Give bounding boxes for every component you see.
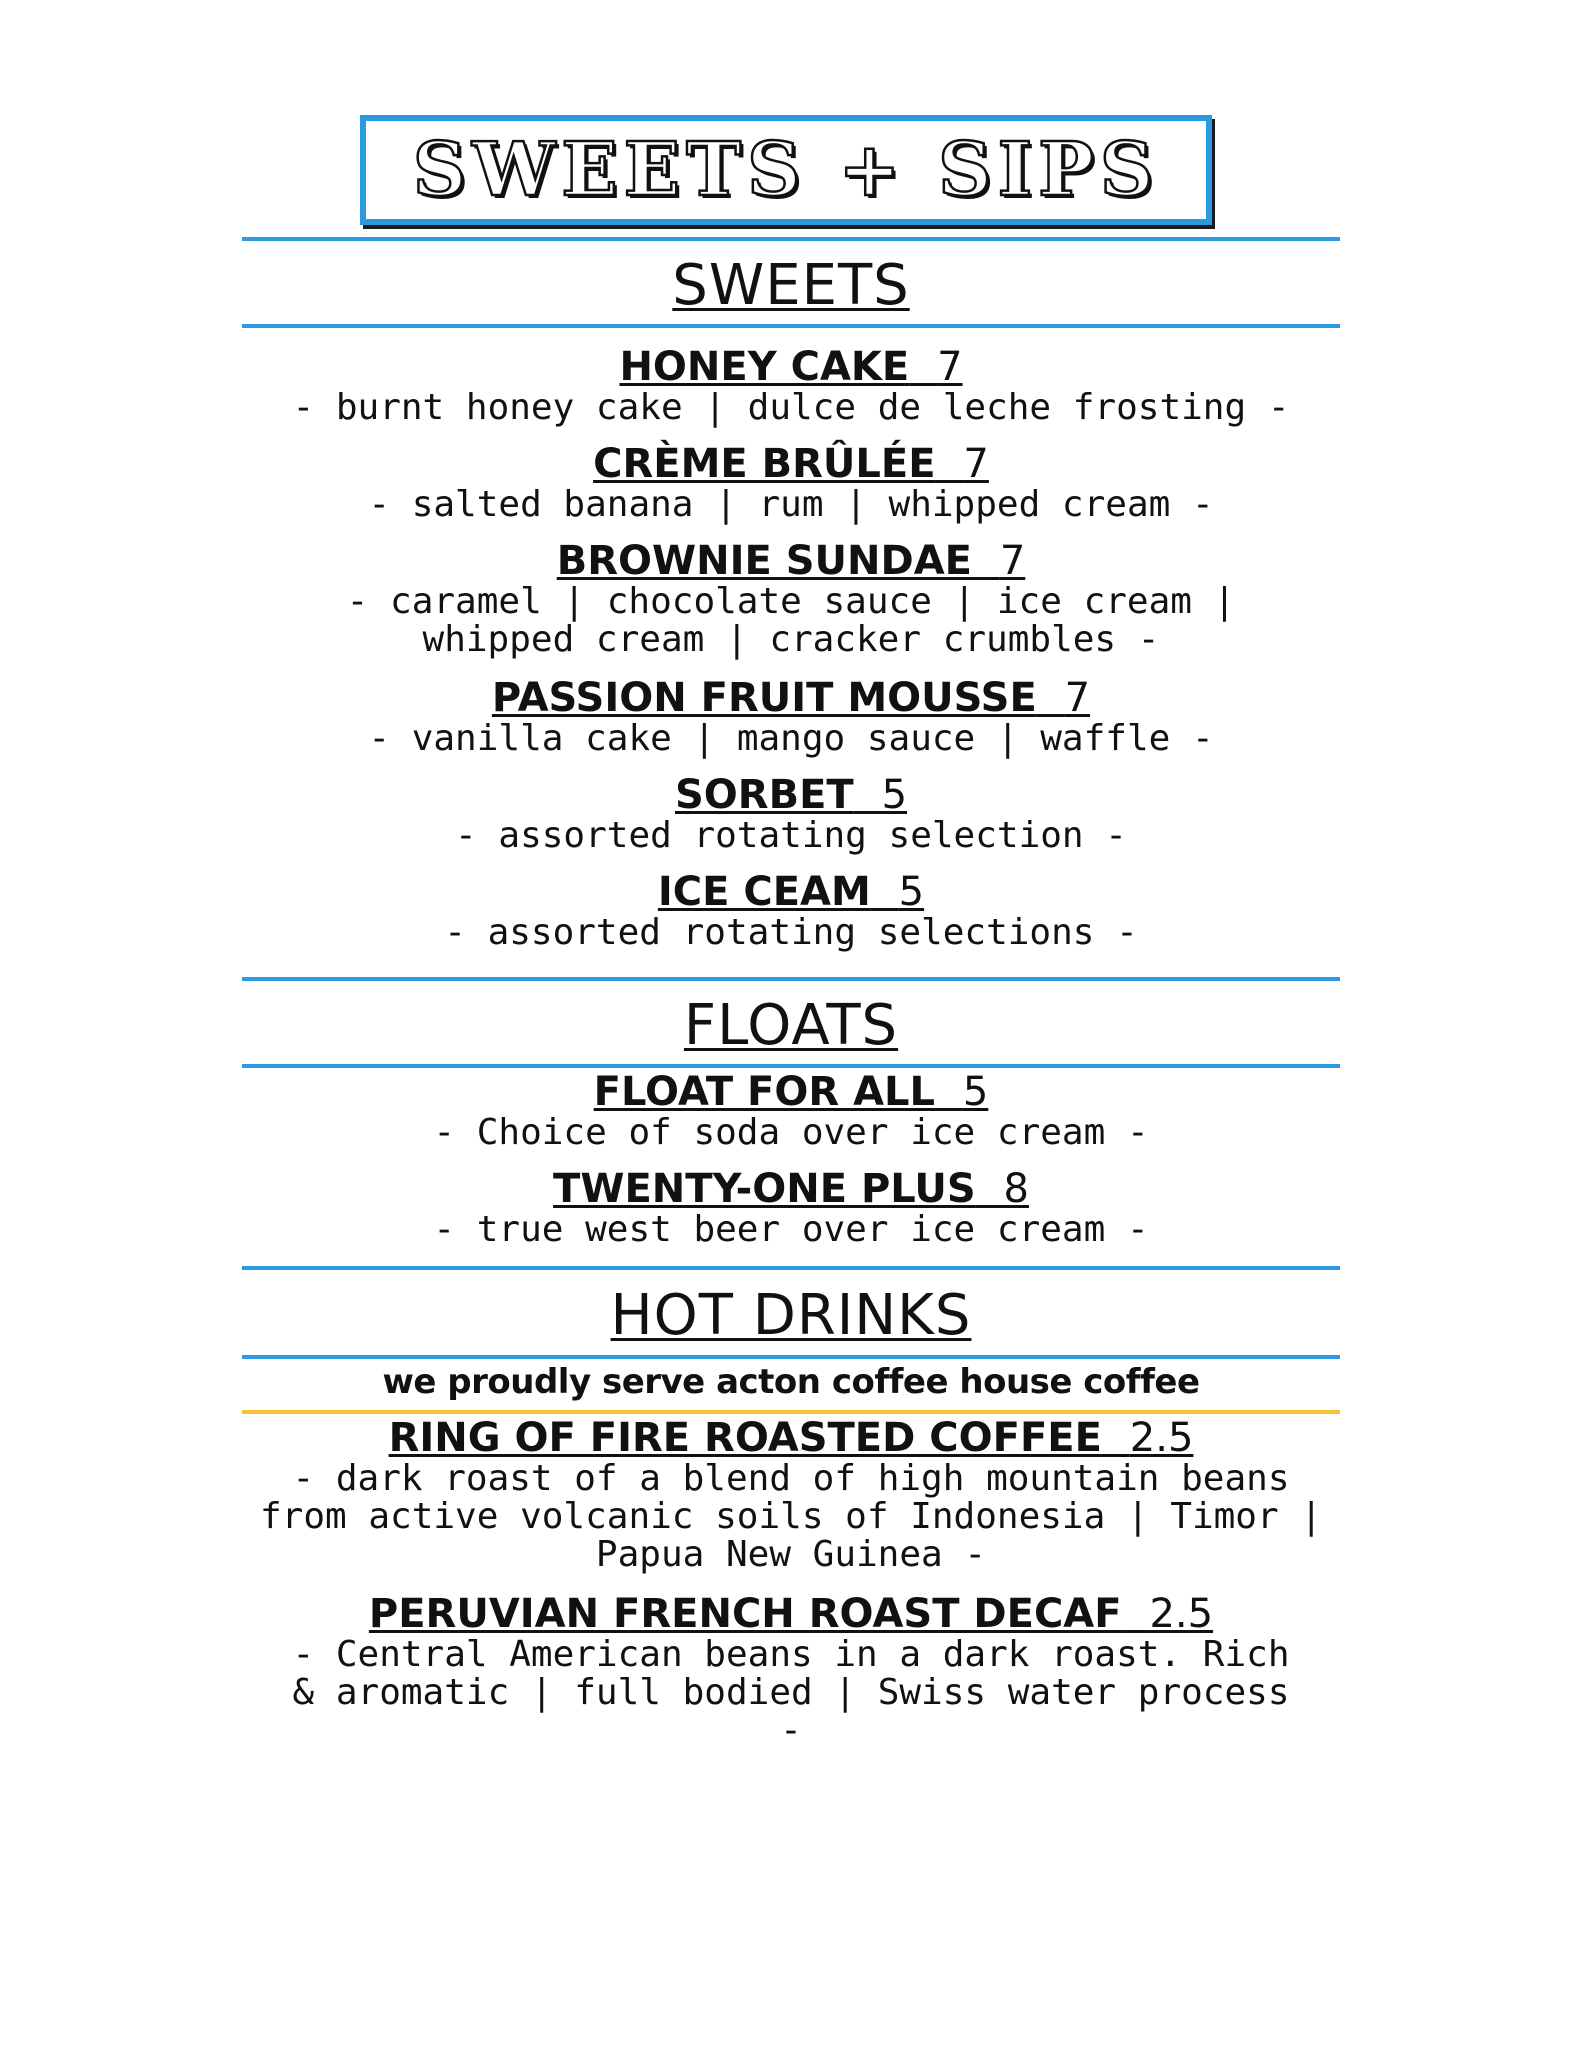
- item-price: 7: [1064, 675, 1091, 721]
- menu-item-passion-fruit-mousse: [242, 676, 1340, 758]
- divider-rule: [242, 1355, 1340, 1359]
- item-name: [242, 1070, 1340, 1114]
- item-name-text: HONEY CAKE: [619, 344, 910, 390]
- item-name: [242, 676, 1340, 720]
- menu-item-twenty-one-plus: [242, 1167, 1340, 1249]
- item-description: - caramel | chocolate sauce | ice cream | whipped cream | cracker crumbles -: [346, 581, 1236, 660]
- item-name-text: ICE CEAM: [657, 869, 871, 915]
- menu-title: SWEETS + SIPS: [412, 127, 1160, 213]
- item-name: [242, 773, 1340, 817]
- item-description: - burnt honey cake | dulce de leche frosting -: [292, 387, 1290, 428]
- item-price: 7: [963, 441, 989, 487]
- item-name-text: BROWNIE SUNDAE: [556, 538, 972, 584]
- item-name: [242, 539, 1340, 583]
- item-price: 7: [937, 344, 963, 390]
- item-description: - assorted rotating selection -: [455, 815, 1127, 856]
- menu-item-creme-brulee: [242, 442, 1340, 524]
- item-description: - salted banana | rum | whipped cream -: [368, 484, 1214, 525]
- item-description: - true west beer over ice cream -: [433, 1209, 1149, 1250]
- item-description: - vanilla cake | mango sauce | waffle -: [368, 718, 1214, 759]
- item-name: [242, 1416, 1340, 1460]
- item-description: - Central American beans in a dark roast. Rich & aromatic | full bodied | Swiss water process -: [292, 1634, 1290, 1751]
- menu-item-ring-of-fire-coffee: [242, 1416, 1340, 1574]
- item-name-text: RING OF FIRE ROASTED COFFEE: [388, 1415, 1102, 1461]
- menu-item-sorbet: [242, 773, 1340, 855]
- item-price: 5: [881, 772, 908, 818]
- item-name: [242, 1592, 1340, 1636]
- item-name-text: PASSION FRUIT MOUSSE: [491, 675, 1037, 721]
- menu-item-ice-ceam: [242, 870, 1340, 952]
- item-name: [242, 870, 1340, 914]
- item-description: - dark roast of a blend of high mountain beans from active volcanic soils of Indonesia | Timor | Papua New Guinea -: [259, 1458, 1323, 1575]
- section-heading-floats: [242, 993, 1340, 1058]
- coffee-tagline: we proudly serve acton coffee house coffee: [382, 1362, 1200, 1402]
- menu-item-float-for-all: [242, 1070, 1340, 1152]
- item-price: 8: [1003, 1166, 1029, 1212]
- item-price: 5: [898, 869, 925, 915]
- item-price: 5: [962, 1069, 989, 1115]
- divider-rule: [242, 977, 1340, 981]
- divider-rule: [242, 1064, 1340, 1068]
- section-heading-text: HOT DRINKS: [610, 1283, 972, 1348]
- item-name: [242, 442, 1340, 486]
- title-box: [360, 115, 1212, 225]
- divider-rule: [242, 237, 1340, 241]
- menu-item-peruvian-decaf: [242, 1592, 1340, 1750]
- divider-rule: [242, 1266, 1340, 1270]
- item-name-text: SORBET: [674, 772, 854, 818]
- section-heading-text: SWEETS: [672, 253, 910, 318]
- menu-item-honey-cake: [242, 345, 1340, 427]
- item-name-text: CRÈME BRÛLÉE: [593, 441, 936, 487]
- item-name: [242, 1167, 1340, 1211]
- section-heading-sweets: [242, 253, 1340, 318]
- menu-item-brownie-sundae: [242, 539, 1340, 659]
- item-name-text: FLOAT FOR ALL: [593, 1069, 936, 1115]
- item-name: [242, 345, 1340, 389]
- item-name-text: PERUVIAN FRENCH ROAST DECAF: [368, 1591, 1122, 1637]
- divider-rule: [242, 324, 1340, 328]
- divider-rule-gold: [242, 1410, 1340, 1414]
- item-description: - Choice of soda over ice cream -: [433, 1112, 1149, 1153]
- section-heading-hot-drinks: [242, 1283, 1340, 1348]
- item-description: - assorted rotating selections -: [444, 912, 1138, 953]
- section-heading-text: FLOATS: [683, 993, 899, 1058]
- item-price: 2.5: [1129, 1415, 1194, 1461]
- item-name-text: TWENTY-ONE PLUS: [553, 1166, 976, 1212]
- item-price: 2.5: [1149, 1591, 1214, 1637]
- item-price: 7: [999, 538, 1026, 584]
